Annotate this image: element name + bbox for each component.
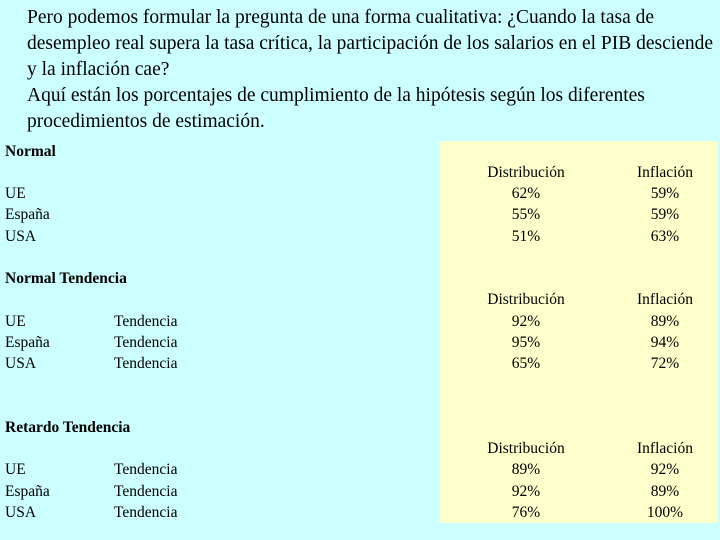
row-region: UE: [5, 185, 26, 202]
row-region: USA: [5, 504, 37, 521]
section-title-normal-tendencia: Normal Tendencia: [5, 270, 127, 287]
row-infl: 72%: [650, 355, 680, 372]
intro-question: Pero podemos formular la pregunta de una forma cualitativa: ¿Cuando la tasa de desempleo real supera la tasa crítica, la participación de los salarios en el PIB desciende y la inflación cae?: [27, 7, 714, 80]
row-dist: 51%: [511, 228, 541, 245]
intro-text: [27, 5, 717, 135]
row-method: Tendencia: [114, 334, 178, 351]
col-header-inflacion: Inflación: [637, 440, 693, 457]
col-header-distribucion: Distribución: [487, 440, 565, 457]
row-method: Tendencia: [114, 313, 178, 330]
row-dist: 62%: [511, 185, 541, 202]
row-infl: 94%: [650, 334, 680, 351]
col-header-distribucion: Distribución: [487, 291, 565, 308]
row-dist: 55%: [511, 206, 541, 223]
row-dist: 89%: [511, 461, 541, 478]
row-dist: 92%: [511, 313, 541, 330]
section-title-retardo-tendencia: Retardo Tendencia: [5, 419, 131, 436]
row-method: Tendencia: [114, 355, 178, 372]
row-region: USA: [5, 355, 37, 372]
row-method: Tendencia: [114, 461, 178, 478]
row-method: Tendencia: [114, 504, 178, 521]
row-infl: 89%: [650, 483, 680, 500]
row-method: Tendencia: [114, 483, 178, 500]
row-infl: 92%: [650, 461, 680, 478]
intro-note: Aquí están los porcentajes de cumplimiento de la hipótesis según los diferentes procedimientos de estimación.: [27, 85, 645, 132]
row-infl: 59%: [650, 206, 680, 223]
row-infl: 100%: [646, 504, 684, 521]
row-region: España: [5, 483, 50, 500]
row-dist: 95%: [511, 334, 541, 351]
row-dist: 65%: [511, 355, 541, 372]
row-region: España: [5, 206, 50, 223]
row-region: España: [5, 334, 50, 351]
row-infl: 63%: [650, 228, 680, 245]
row-infl: 59%: [650, 185, 680, 202]
row-infl: 89%: [650, 313, 680, 330]
row-region: UE: [5, 313, 26, 330]
row-region: UE: [5, 461, 26, 478]
row-dist: 76%: [511, 504, 541, 521]
row-region: USA: [5, 228, 37, 245]
section-title-normal: Normal: [5, 143, 56, 160]
row-dist: 92%: [511, 483, 541, 500]
col-header-inflacion: Inflación: [637, 164, 693, 181]
col-header-distribucion: Distribución: [487, 164, 565, 181]
col-header-inflacion: Inflación: [637, 291, 693, 308]
